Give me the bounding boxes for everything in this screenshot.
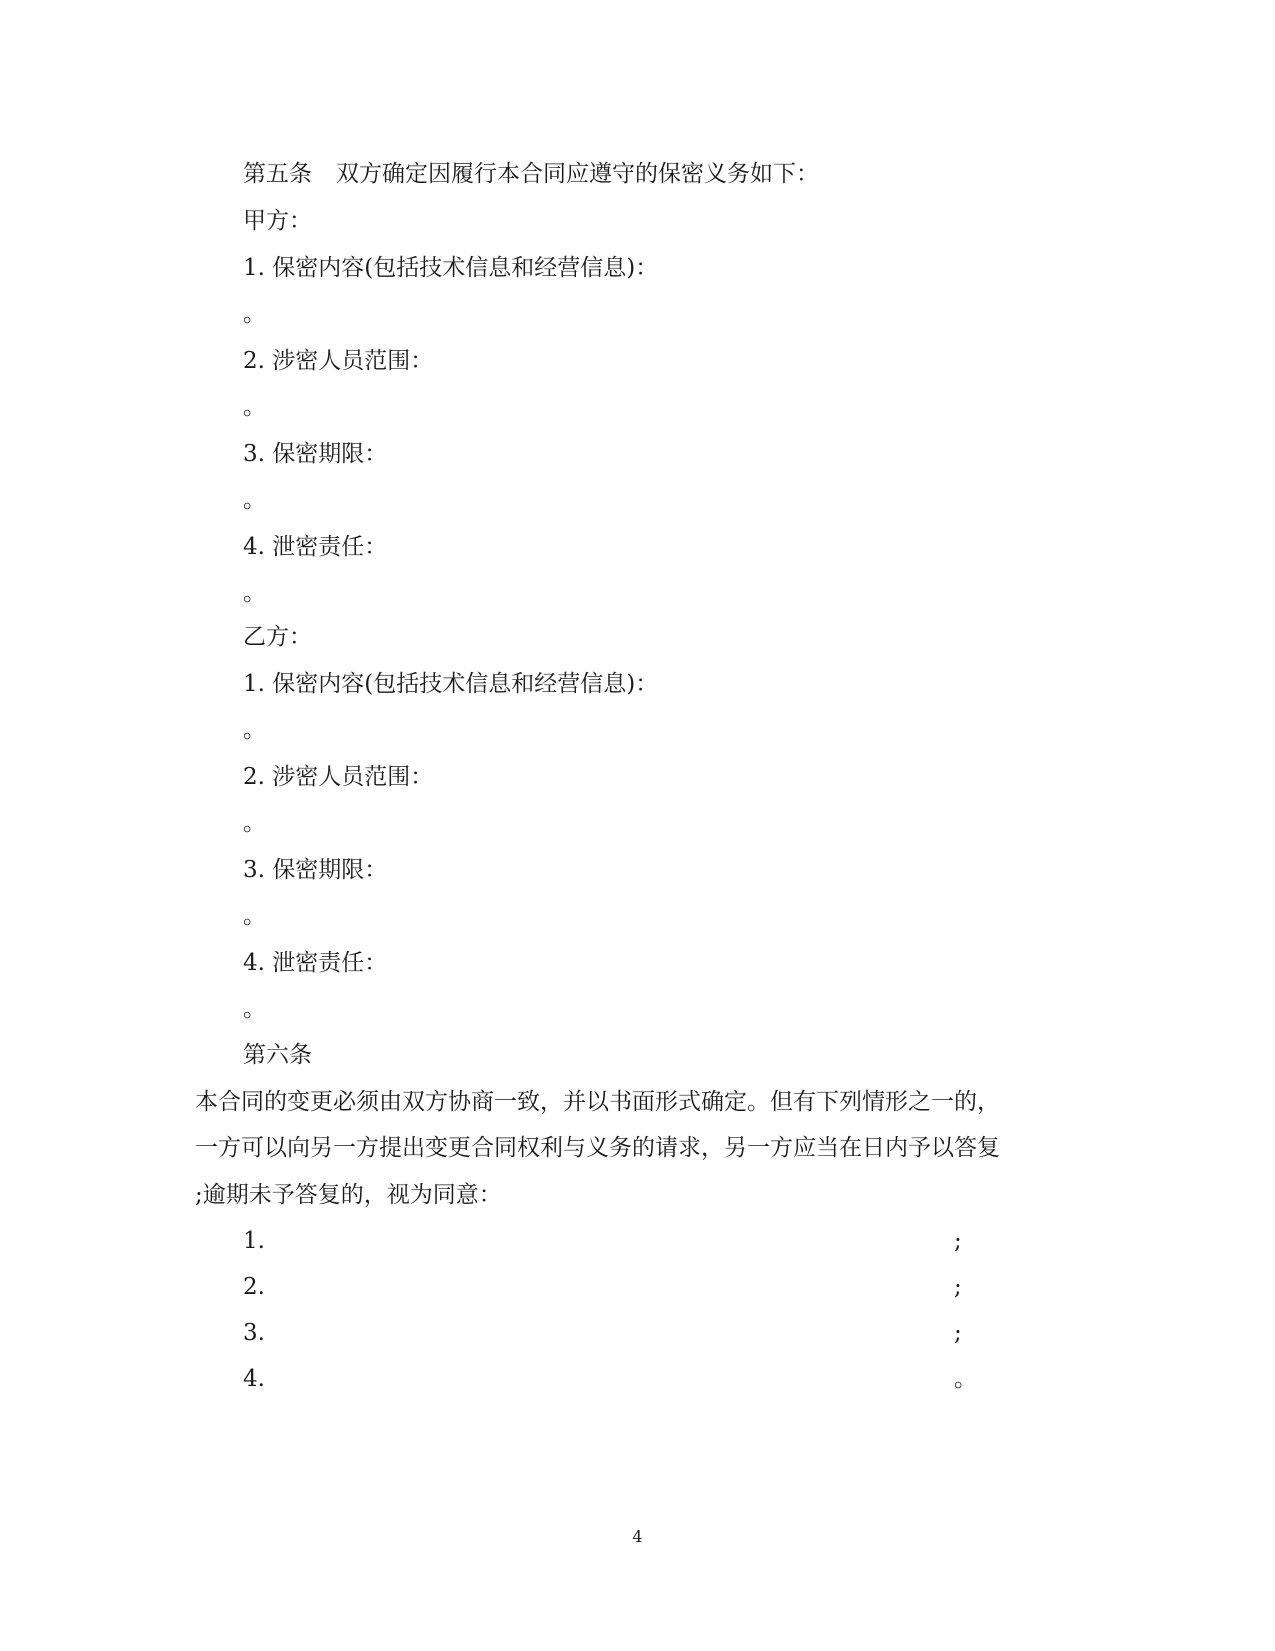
partyB-label: 乙方： <box>243 624 312 650</box>
partyB-item-1-end: 。 <box>243 717 266 743</box>
partyB-item-4-end: 。 <box>243 996 266 1022</box>
article6-paragraph-line-2: 一方可以向另一方提出变更合同权利与义务的请求，另一方应当在日内予以答复 <box>195 1135 1000 1161</box>
article5-text: 双方确定因履行本合同应遵守的保密义务如下： <box>336 161 819 187</box>
article6-item-1-number: 1. <box>243 1228 265 1254</box>
article6-item-4-end: 。 <box>954 1366 977 1392</box>
partyA-item-1-label: 1. 保密内容(包括技术信息和经营信息)： <box>243 255 659 281</box>
article6-item-3-number: 3. <box>243 1320 265 1346</box>
article6-paragraph-line-3: ;逾期未予答复的，视为同意： <box>195 1182 502 1208</box>
article6-item-1-end: ; <box>954 1228 962 1254</box>
article5-heading: 第五条 <box>243 161 312 187</box>
partyA-item-1-end: 。 <box>243 301 266 327</box>
partyB-item-1-label: 1. 保密内容(包括技术信息和经营信息)： <box>243 671 659 697</box>
article6-heading: 第六条 <box>243 1042 312 1068</box>
partyA-item-4-end: 。 <box>243 580 266 606</box>
article6-item-3-end: ; <box>954 1320 962 1346</box>
article6-item-2-number: 2. <box>243 1274 265 1300</box>
page-number: 4 <box>632 1527 643 1546</box>
partyB-item-3-end: 。 <box>243 903 266 929</box>
article6-item-2-end: ; <box>954 1274 962 1300</box>
partyA-item-2-label: 2. 涉密人员范围： <box>243 348 434 374</box>
partyA-label: 甲方： <box>243 208 312 234</box>
partyB-item-3-label: 3. 保密期限： <box>243 857 388 883</box>
partyA-item-4-label: 4. 泄密责任： <box>243 534 388 560</box>
article6-item-4-number: 4. <box>243 1366 265 1392</box>
partyA-item-3-label: 3. 保密期限： <box>243 441 388 467</box>
partyB-item-4-label: 4. 泄密责任： <box>243 950 388 976</box>
partyB-item-2-label: 2. 涉密人员范围： <box>243 764 434 790</box>
article6-paragraph-line-1: 本合同的变更必须由双方协商一致，并以书面形式确定。但有下列情形之一的， <box>195 1089 1000 1115</box>
partyA-item-2-end: 。 <box>243 394 266 420</box>
article5-line <box>243 160 819 188</box>
partyA-item-3-end: 。 <box>243 487 266 513</box>
partyB-item-2-end: 。 <box>243 810 266 836</box>
